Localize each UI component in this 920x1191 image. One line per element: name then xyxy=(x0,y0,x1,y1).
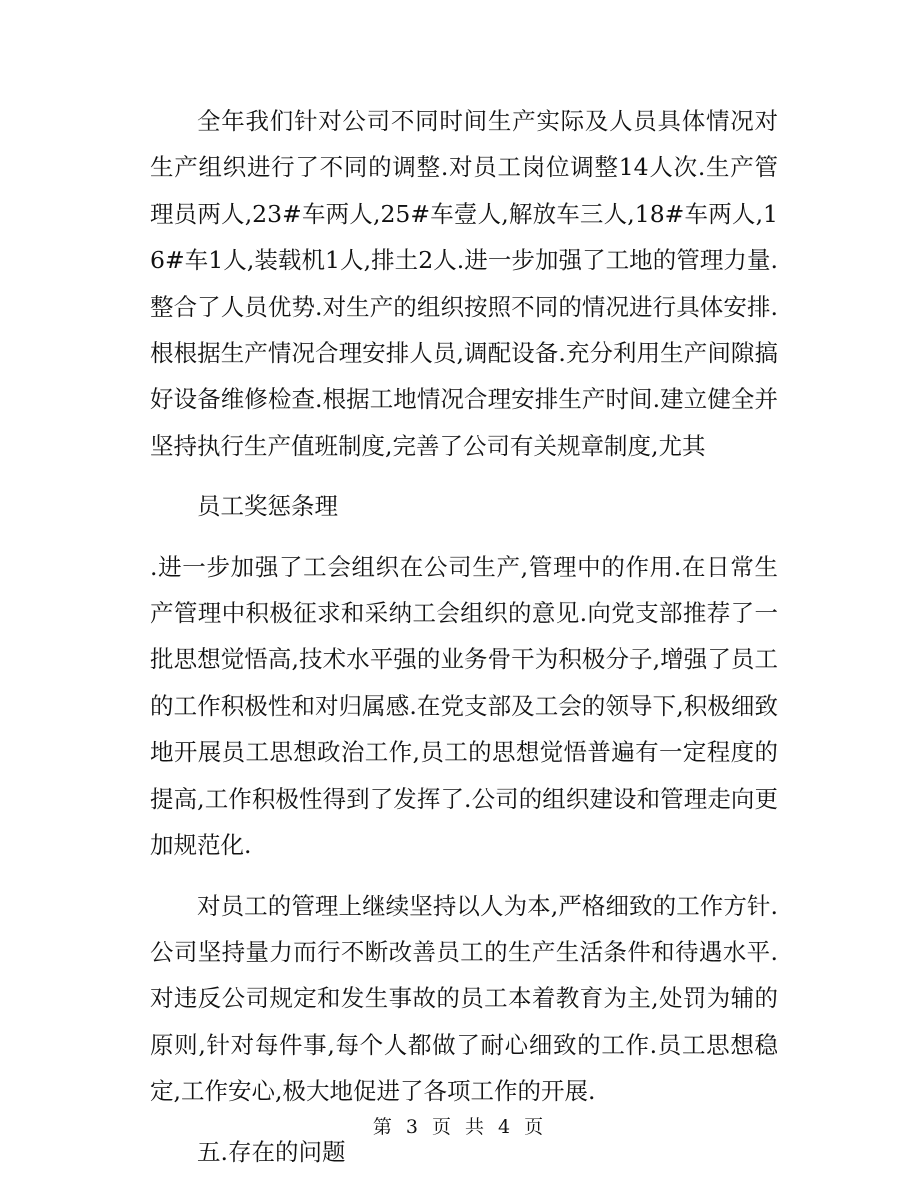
paragraph-union-role: .进一步加强了工会组织在公司生产,管理中的作用.在日常生产管理中积极征求和采纳工会组织的意见.向党支部推荐了一批思想觉悟高,技术水平强的业务骨干为积极分子,增强了员工的工作积极性和对归属感.在党支部及工会的领导下,积极细致地开展员工思想政治工作,员工的思想觉悟普遍有一定程度的提高,工作积极性得到了发挥了.公司的组织建设和管理走向更加规范化. xyxy=(150,552,778,860)
paragraph-staff-management: 对员工的管理上继续坚持以人为本,严格细致的工作方针.公司坚持量力而行不断改善员工的生产生活条件和待遇水平.对违反公司规定和发生事故的员工本着教育为主,处罚为辅的原则,针对每件事,每个人都做了耐心细致的工作.员工思想稳定,工作安心,极大地促进了各项工作的开展. xyxy=(150,891,778,1106)
page-number-footer: 第 3 页 共 4 页 xyxy=(372,1116,548,1138)
document-body xyxy=(150,98,778,1175)
section-heading-existing-problems: 五.存在的问题 xyxy=(197,1137,346,1166)
paragraph-staff-adjustment: 全年我们针对公司不同时间生产实际及人员具体情况对生产组织进行了不同的调整.对员工岗位调整14人次.生产管理员两人,23#车两人,25#车壹人,解放车三人,18#车两人,16#车1人,装载机1人,排土2人.进一步加强了工地的管理力量.整合了人员优势.对生产的组织按照不同的情况进行具体安排.根根据生产情况合理安排人员,调配设备.充分利用生产间隙搞好设备维修检查.根据工地情况合理安排生产时间.建立健全并坚持执行生产值班制度,完善了公司有关规章制度,尤其 xyxy=(150,107,778,460)
paragraph-reward-punishment-heading: 员工奖惩条理 xyxy=(197,492,338,521)
